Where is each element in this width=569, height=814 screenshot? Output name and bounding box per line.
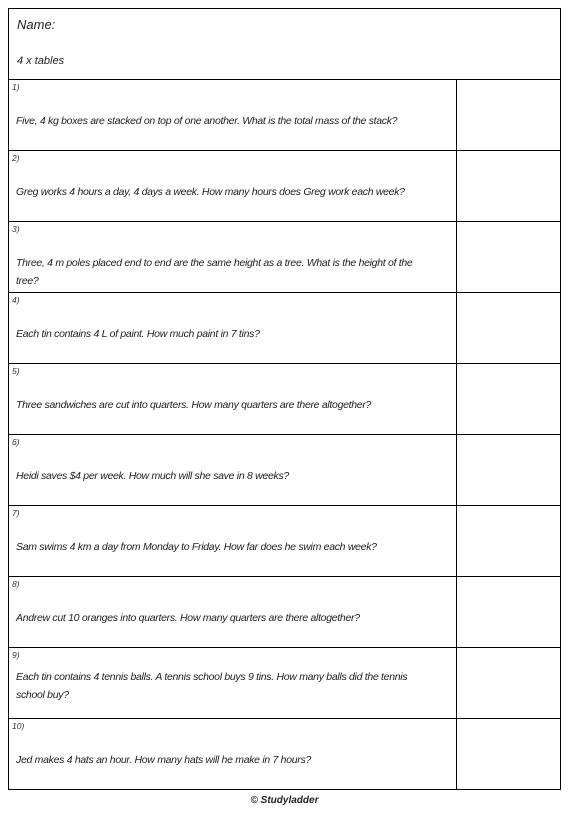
- question-cell: [9, 719, 457, 789]
- question-text: Andrew cut 10 oranges into quarters. How many quarters are there altogether?: [16, 612, 360, 624]
- answer-box[interactable]: [457, 648, 560, 718]
- question-number: 8): [12, 579, 20, 589]
- answer-box[interactable]: [457, 80, 560, 150]
- question-row: [9, 80, 560, 151]
- question-row: [9, 364, 560, 435]
- question-text: Sam swims 4 km a day from Monday to Friday. How far does he swim each week?: [16, 541, 377, 553]
- question-row: [9, 435, 560, 506]
- question-text: Greg works 4 hours a day, 4 days a week. How many hours does Greg work each week?: [16, 186, 405, 198]
- worksheet: [8, 8, 561, 790]
- answer-box[interactable]: [457, 577, 560, 647]
- question-text: Each tin contains 4 tennis balls. A tennis school buys 9 tins. How many balls did the tennis school buy?: [16, 671, 408, 701]
- question-row: [9, 293, 560, 364]
- question-row: [9, 719, 560, 789]
- question-cell: [9, 364, 457, 434]
- question-number: 1): [12, 82, 20, 92]
- answer-box[interactable]: [457, 719, 560, 789]
- question-text: Heidi saves $4 per week. How much will she save in 8 weeks?: [16, 470, 289, 482]
- question-cell: [9, 435, 457, 505]
- question-text: Three, 4 m poles placed end to end are the same height as a tree. What is the height of the tree?: [16, 257, 413, 287]
- question-number: 3): [12, 224, 20, 234]
- question-number: 4): [12, 295, 20, 305]
- name-label: Name:: [17, 17, 56, 32]
- question-number: 9): [12, 650, 20, 660]
- question-number: 7): [12, 508, 20, 518]
- question-cell: [9, 577, 457, 647]
- answer-box[interactable]: [457, 435, 560, 505]
- worksheet-header: [9, 9, 560, 80]
- question-row: [9, 222, 560, 293]
- question-row: [9, 506, 560, 577]
- answer-box[interactable]: [457, 293, 560, 363]
- question-number: 2): [12, 153, 20, 163]
- question-cell: [9, 151, 457, 221]
- question-number: 5): [12, 366, 20, 376]
- question-cell: [9, 506, 457, 576]
- worksheet-subtitle: 4 x tables: [17, 55, 65, 67]
- copyright-footer: © Studyladder: [250, 795, 319, 806]
- question-text: Jed makes 4 hats an hour. How many hats will he make in 7 hours?: [16, 754, 311, 766]
- question-cell: [9, 293, 457, 363]
- question-cell: [9, 648, 457, 718]
- question-text: Three sandwiches are cut into quarters. How many quarters are there altogether?: [16, 399, 372, 411]
- question-cell: [9, 80, 457, 150]
- question-row: [9, 151, 560, 222]
- question-row: [9, 648, 560, 719]
- question-row: [9, 577, 560, 648]
- answer-box[interactable]: [457, 222, 560, 292]
- question-text: Each tin contains 4 L of paint. How much paint in 7 tins?: [16, 328, 260, 340]
- question-number: 10): [12, 721, 25, 731]
- question-cell: [9, 222, 457, 292]
- question-number: 6): [12, 437, 20, 447]
- question-text: Five, 4 kg boxes are stacked on top of one another. What is the total mass of the stack?: [16, 115, 398, 127]
- answer-box[interactable]: [457, 364, 560, 434]
- answer-box[interactable]: [457, 151, 560, 221]
- answer-box[interactable]: [457, 506, 560, 576]
